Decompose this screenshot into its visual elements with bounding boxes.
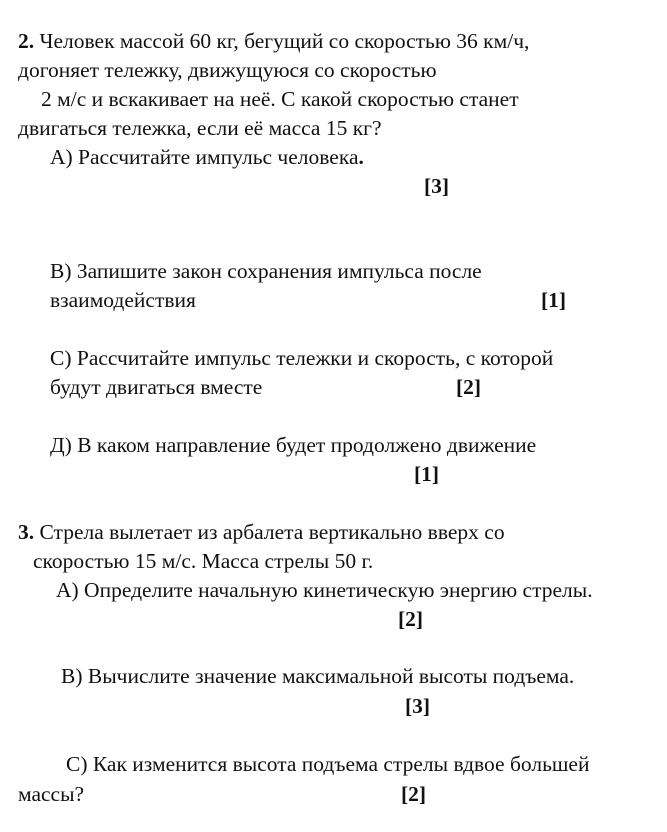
task2-part-b-line2: взаимодействия [50,288,196,312]
task3-text-line1: Стрела вылетает из арбалета вертикально вверх со [39,520,505,544]
task2-number: 2. [18,29,35,53]
task2-text-line4: двигаться тележка, если её масса 15 кг? [18,116,382,140]
task2-part-d-line1: Д) В каком направление будет продолжено движение [50,433,537,457]
task3-part-a-line1: А) Определите начальную кинетическую энергию стрелы. [56,578,593,602]
task2-part-a-score: [3] [424,174,450,198]
task3-part-c-score: [2] [401,782,427,806]
task2-part-c-line2: будут двигаться вместе [50,375,263,399]
task2-header-line [18,31,529,53]
task2-part-c-score: [2] [456,375,482,399]
task2-part-b-score: [1] [541,288,567,312]
task3-part-a-score: [2] [398,607,424,631]
task3-part-b-line1: В) Вычислите значение максимальной высоты подъема. [61,664,575,688]
task3-part-c-line2: массы? [18,782,85,806]
task2-part-c-line1: С) Рассчитайте импульс тележки и скорость, с которой [50,346,554,370]
task2-part-a-period: . [358,145,364,169]
task2-text-line1: Человек массой 60 кг, бегущий со скоростью 36 км/ч, [39,29,530,53]
task2-text-line3: 2 м/с и вскакивает на неё. С какой скоростью станет [41,87,519,111]
task3-text-line2: скоростью 15 м/с. Масса стрелы 50 г. [33,549,374,573]
task2-part-b-line1: В) Запишите закон сохранения импульса после [50,259,482,283]
task2-text-line2: догоняет тележку, движущуюся со скоростью [18,58,437,82]
task3-part-b-score: [3] [405,694,431,718]
task2-part-a-text: А) Рассчитайте импульс человека [50,145,359,169]
task3-number: 3. [18,520,35,544]
task3-header-line [18,522,505,544]
task2-part-d-score: [1] [414,462,440,486]
task2-part-a-question [50,147,364,169]
task3-part-c-line1: С) Как изменится высота подъема стрелы вдвое большей [66,752,590,776]
